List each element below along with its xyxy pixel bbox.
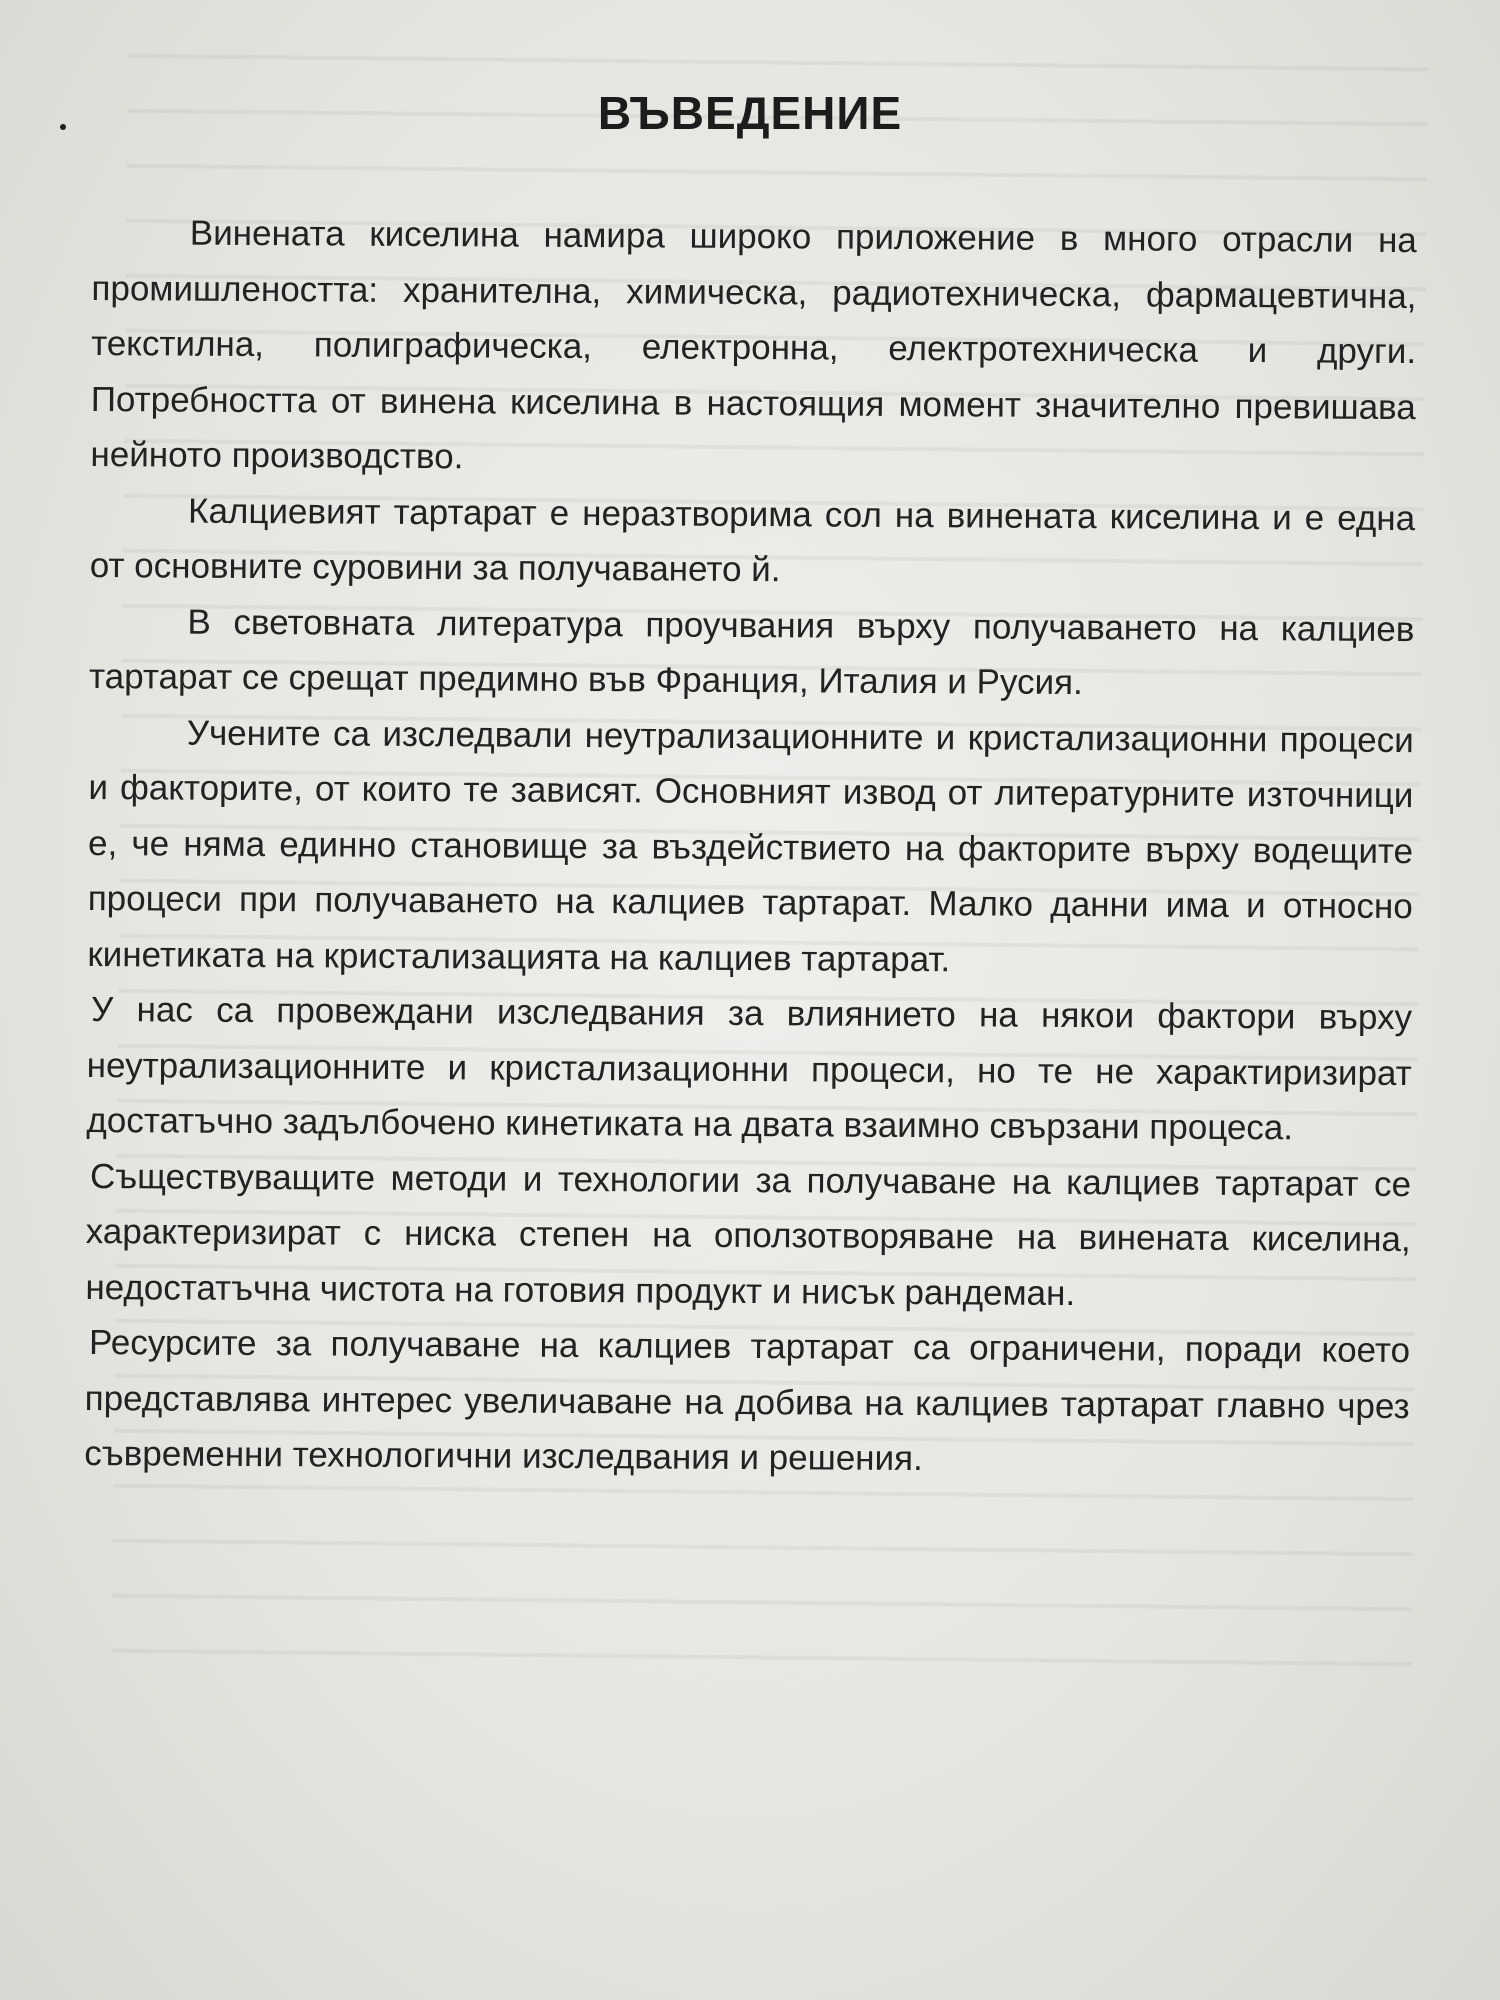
paragraph-5: У нас са провеждани изследвания за влиянието на някои фактори върху неутрализационните и кристализационни процеси, но те не характиризират достатъчно задълбочено кинетиката на двата взаимно свързани процеса. xyxy=(86,990,1413,1148)
paragraph-3: В световната литература проучвания върху получаването на калциев тартарат се срещат предимно във Франция, Италия и Русия. xyxy=(89,602,1415,703)
paragraph-2: Калциевият тартарат е неразтворима сол на винената киселина и е една от основните суровини за получаването й. xyxy=(89,491,1416,590)
paragraph-4: Учените са изследвали неутрализационните и кристализационни процеси и факторите, от които те зависят. Основният извод от литературните източници е, че няма единно становище за въздействието на факторите върху водещите процеси при получаването на калциев тартарат. Малко данни има и относно кинетиката на кристализацията на калциев тартарат. xyxy=(87,713,1414,979)
body-text xyxy=(84,205,1417,1490)
paragraph-7: Ресурсите за получаване на калциев тартарат са ограничени, поради което представлява интерес увеличаване на добива на калциев тартарат главно чрез съвременни технологични изследвания и решения. xyxy=(84,1323,1411,1479)
paragraph-1: Винената киселина намира широко приложение в много отрасли на промишлеността: хранителна, химическа, радиотехническа, фармацевтична, текстилна, полиграфическа, електронна, електротехническа и други. Потребността от винена киселина в настоящия момент значително превишава нейното производство. xyxy=(90,213,1417,477)
paragraph-6: Съществуващите методи и технологии за получаване на калциев тартарат се характеризират с ниска степен на оползотворяване на винената киселина, недостатъчна чистота на готовия продукт и нисък рандеман. xyxy=(85,1156,1412,1313)
page-title: ВЪВЕДЕНИЕ xyxy=(597,87,903,139)
